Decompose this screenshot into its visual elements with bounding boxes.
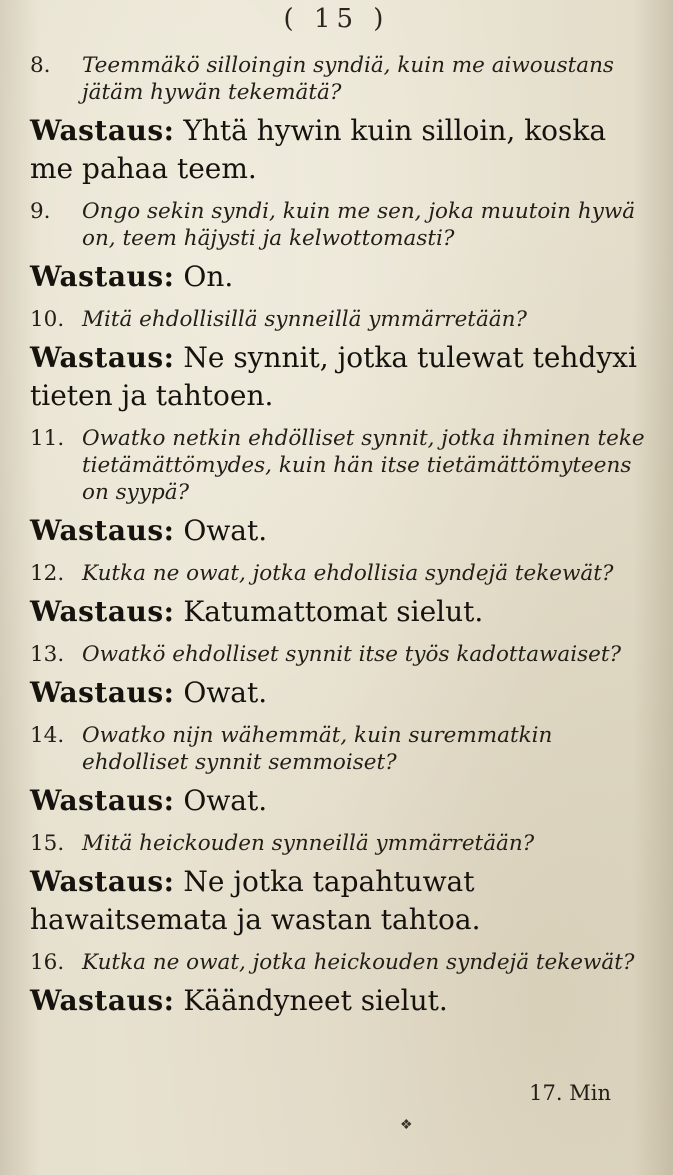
question-number: 8. [30, 53, 51, 78]
catechism-entry [30, 641, 648, 712]
catechism-entry [30, 306, 648, 415]
question [30, 425, 648, 506]
answer-text: Owat. [183, 676, 268, 709]
answer-label: Wastaus: [30, 865, 175, 898]
answer [30, 863, 648, 939]
answer [30, 258, 648, 296]
catechism-entry [30, 52, 648, 188]
question-text: Kutka ne owat, jotka heickouden syndejä tekewät? [82, 950, 635, 975]
answer [30, 782, 648, 820]
catechism-entry [30, 560, 648, 631]
question [30, 949, 648, 976]
question-text: Owatko netkin ehdölliset synnit, jotka ihminen teke tietämättömydes, kuin hän itse tietämättömyteens on syypä? [82, 426, 645, 505]
answer [30, 512, 648, 550]
answer-label: Wastaus: [30, 784, 175, 817]
question [30, 52, 648, 106]
answer-text: Katumattomat sielut. [183, 595, 484, 628]
catechism-entry [30, 425, 648, 550]
question-text: Mitä heickouden synneillä ymmärretään? [82, 831, 535, 856]
question [30, 641, 648, 668]
answer-text: Ne jotka tapahtuwat hawaitsemata ja wastan tahtoa. [30, 865, 481, 936]
answer-label: Wastaus: [30, 260, 175, 293]
answer-text: Yhtä hywin kuin silloin, koska me pahaa teem. [30, 114, 607, 185]
answer-label: Wastaus: [30, 341, 175, 374]
question-number: 10. [30, 307, 65, 332]
answer-text: Käändyneet sielut. [183, 984, 448, 1017]
answer-label: Wastaus: [30, 676, 175, 709]
question-text: Teemmäkö silloingin syndiä, kuin me aiwoustans jätäm hywän tekemätä? [82, 53, 614, 105]
answer-label: Wastaus: [30, 984, 175, 1017]
answer-text: Ne synnit, jotka tulewat tehdyxi tieten ja tahtoen. [30, 341, 637, 412]
question-number: 15. [30, 831, 65, 856]
question-text: Owatko nijn wähemmät, kuin suremmatkin ehdolliset synnit semmoiset? [82, 723, 553, 775]
question [30, 722, 648, 776]
answer [30, 339, 648, 415]
answer-text: On. [183, 260, 234, 293]
question-number: 9. [30, 199, 51, 224]
question-number: 14. [30, 723, 65, 748]
question [30, 198, 648, 252]
catechism-text [30, 52, 648, 1030]
question [30, 560, 648, 587]
question-text: Kutka ne owat, jotka ehdollisia syndejä tekewät? [82, 561, 614, 586]
page-number: ( 15 ) [283, 4, 390, 34]
question [30, 306, 648, 333]
catechism-entry [30, 949, 648, 1020]
catchword: 17. Min [529, 1081, 611, 1105]
question-text: Mitä ehdollisillä synneillä ymmärretään? [82, 307, 527, 332]
question-number: 11. [30, 426, 65, 451]
answer-label: Wastaus: [30, 514, 175, 547]
answer [30, 112, 648, 188]
catechism-entry [30, 722, 648, 820]
answer-text: Owat. [183, 514, 268, 547]
printer-ornament-icon: ❖ [400, 1117, 413, 1133]
catechism-entry [30, 830, 648, 939]
question [30, 830, 648, 857]
answer [30, 982, 648, 1020]
answer-label: Wastaus: [30, 114, 175, 147]
answer-text: Owat. [183, 784, 268, 817]
answer [30, 593, 648, 631]
answer-label: Wastaus: [30, 595, 175, 628]
answer [30, 674, 648, 712]
question-text: Owatkö ehdolliset synnit itse työs kadottawaiset? [82, 642, 622, 667]
question-number: 16. [30, 950, 65, 975]
catechism-entry [30, 198, 648, 296]
question-text: Ongo sekin syndi, kuin me sen, joka muutoin hywä on, teem häjysti ja kelwottomasti? [82, 199, 636, 251]
question-number: 12. [30, 561, 65, 586]
question-number: 13. [30, 642, 65, 667]
